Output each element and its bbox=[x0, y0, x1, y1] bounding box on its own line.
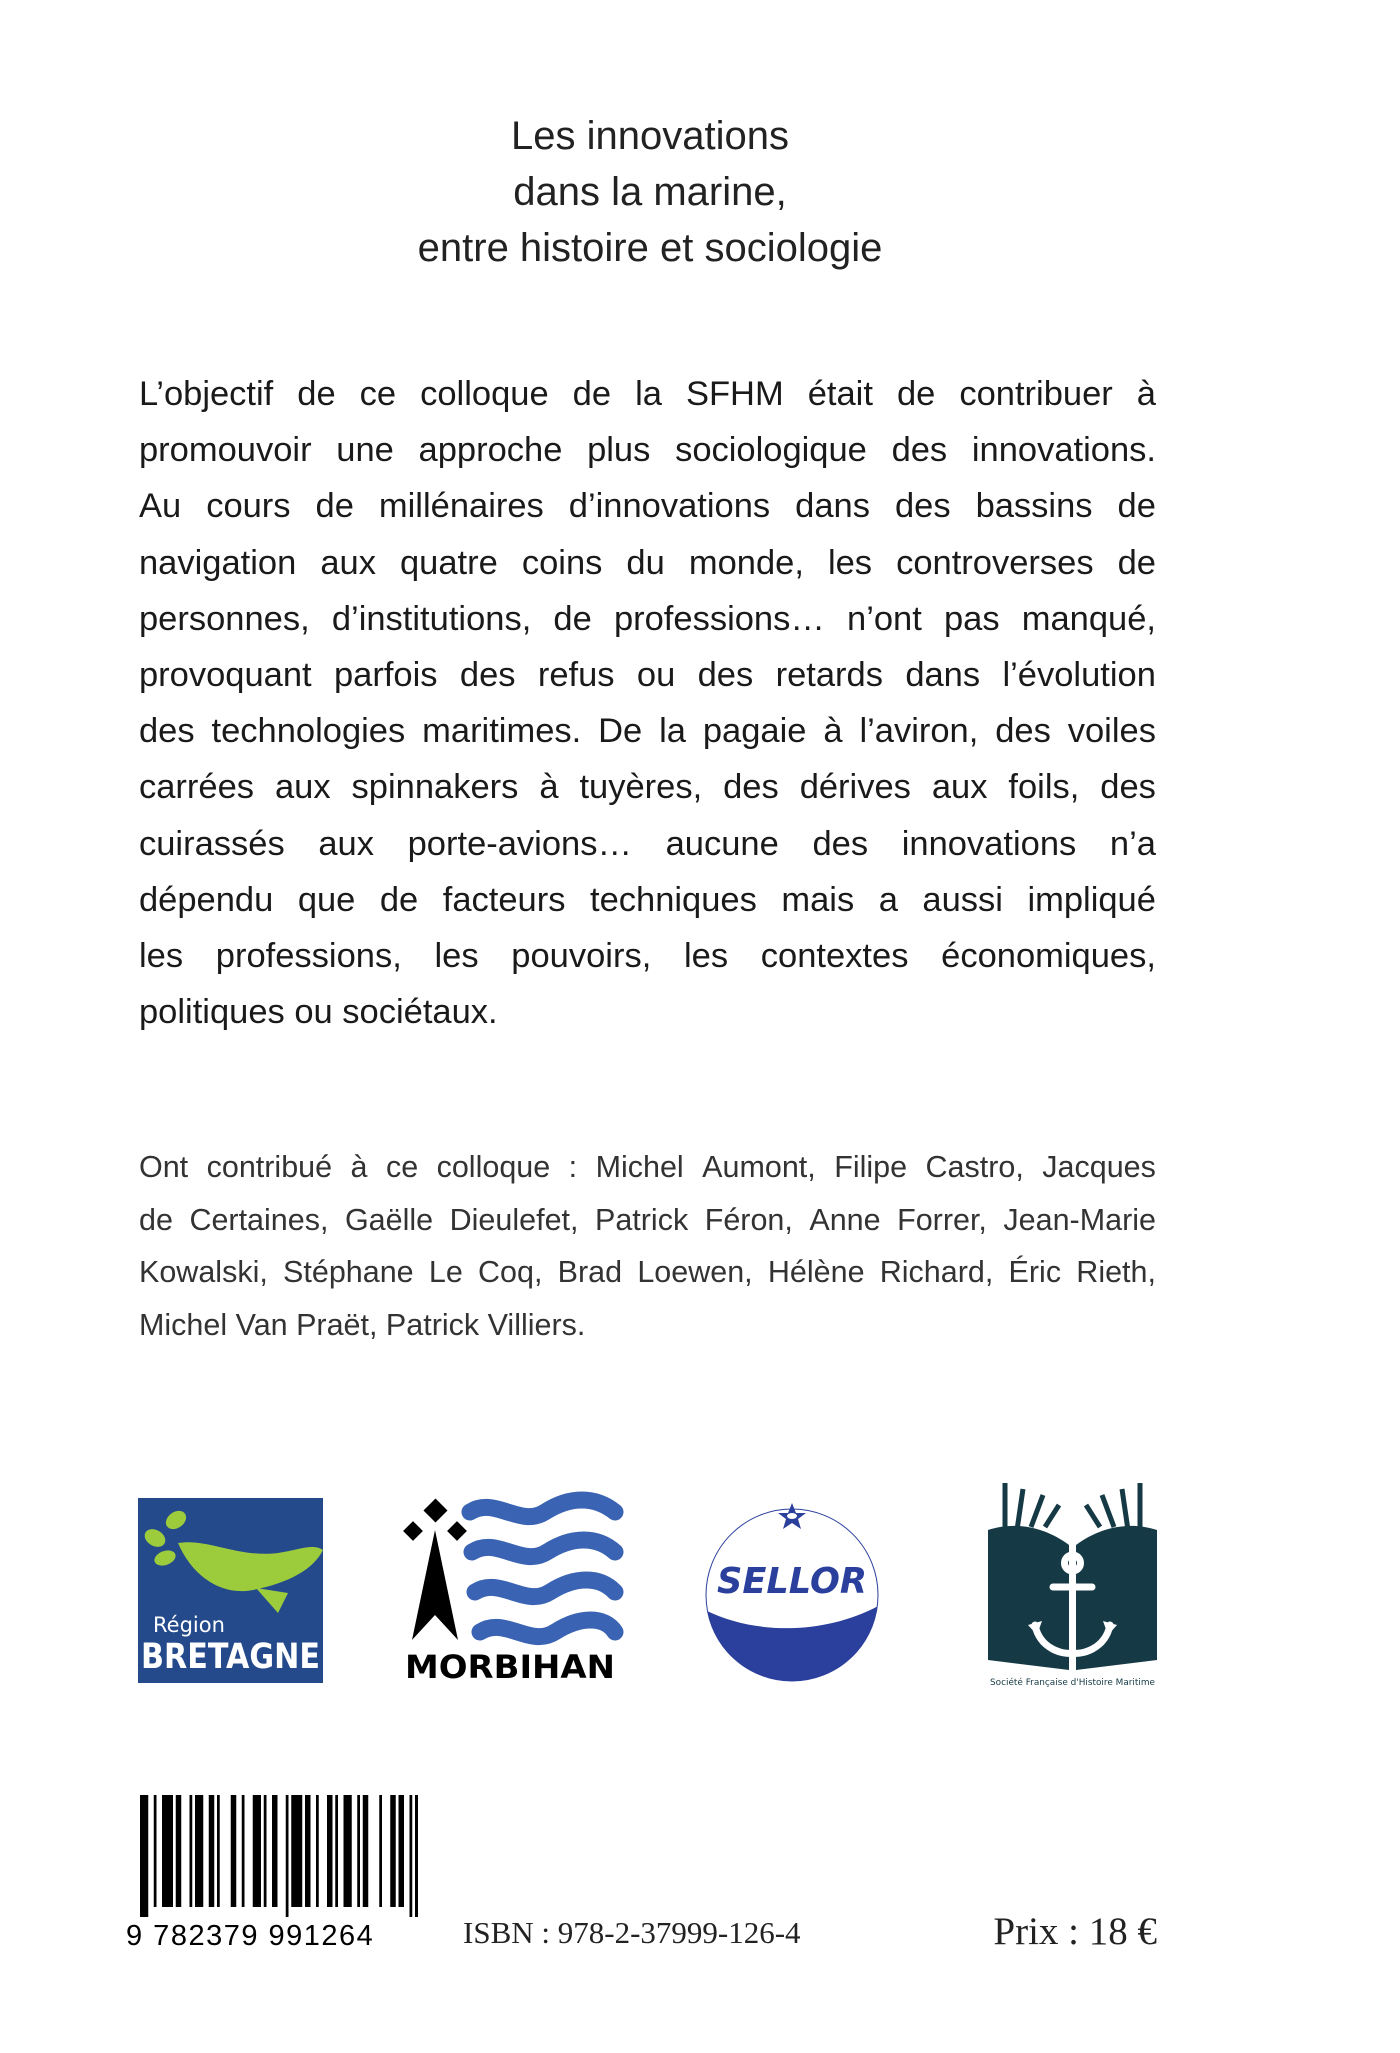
title-line: Les innovations bbox=[511, 114, 789, 158]
sfhm-logo bbox=[985, 1475, 1160, 1690]
sellor-logo-name: SELLOR bbox=[717, 1561, 867, 1602]
contributors-line: Kowalski, Stéphane Le Coq, Brad Loewen, Hélène Richard, Éric Rieth, bbox=[139, 1255, 1156, 1289]
barcode-bar bbox=[190, 1795, 193, 1907]
summary-line: Au cours de millénaires d’innovations dans des bassins de bbox=[139, 487, 1156, 526]
barcode-bar bbox=[379, 1795, 382, 1907]
sfhm-logo-caption: Société Française d'Histoire Maritime bbox=[990, 1678, 1158, 1688]
barcode bbox=[140, 1795, 420, 1917]
contributors-paragraph bbox=[139, 1141, 1156, 1351]
barcode-bar bbox=[410, 1795, 413, 1917]
sellor-logo bbox=[705, 1495, 880, 1685]
barcode-bar bbox=[316, 1795, 319, 1907]
summary-line: navigation aux quatre coins du monde, les controverses de bbox=[139, 543, 1156, 582]
barcode-bar bbox=[344, 1795, 352, 1907]
barcode-bar bbox=[327, 1795, 333, 1907]
barcode-bar bbox=[242, 1795, 245, 1907]
title-line: entre histoire et sociologie bbox=[417, 226, 883, 270]
barcode-bar bbox=[286, 1795, 289, 1917]
barcode-bar bbox=[176, 1795, 182, 1907]
barcode-bar bbox=[357, 1795, 360, 1907]
barcode-bar bbox=[209, 1795, 215, 1907]
wave-icon bbox=[470, 1500, 615, 1637]
bretagne-logo-line2: BRETAGNE bbox=[141, 1637, 320, 1677]
barcode-bar bbox=[335, 1795, 338, 1907]
ermine-icon bbox=[403, 1498, 467, 1640]
summary-line: politiques ou sociétaux. bbox=[139, 993, 498, 1032]
barcode-bar bbox=[399, 1795, 405, 1907]
isbn: ISBN : 978-2-37999-126-4 bbox=[463, 1915, 801, 1950]
barcode-bar bbox=[415, 1795, 418, 1917]
summary-line: dépendu que de facteurs techniques mais a aussi impliqué bbox=[139, 880, 1156, 919]
barcode-bar bbox=[231, 1795, 237, 1907]
barcode-bar bbox=[162, 1795, 173, 1907]
summary-line: des technologies maritimes. De la pagaie à l’aviron, des voiles bbox=[139, 712, 1156, 751]
summary-line: promouvoir une approche plus sociologique des innovations. bbox=[139, 431, 1156, 470]
barcode-bar bbox=[272, 1795, 278, 1907]
morbihan-logo-name: MORBIHAN bbox=[405, 1648, 615, 1686]
contributors-line: Michel Van Praët, Patrick Villiers. bbox=[139, 1307, 586, 1342]
book-title bbox=[300, 108, 1000, 276]
barcode-bar bbox=[390, 1795, 396, 1907]
region-bretagne-logo bbox=[138, 1498, 323, 1683]
price: Prix : 18 € bbox=[993, 1910, 1157, 1953]
barcode-bar bbox=[291, 1795, 302, 1907]
barcode-bar bbox=[264, 1795, 267, 1907]
barcode-bar bbox=[195, 1795, 203, 1907]
barcode-bar bbox=[154, 1795, 157, 1907]
barcode-bar bbox=[305, 1795, 311, 1907]
contributors-line: Ont contribué à ce colloque : Michel Aumont, Filipe Castro, Jacques bbox=[139, 1150, 1156, 1184]
bretagne-logo-line1: Région bbox=[153, 1613, 225, 1637]
summary-line: provoquant parfois des refus ou des retards dans l’évolution bbox=[139, 656, 1156, 695]
summary-line: personnes, d’institutions, de professions… n’ont pas manqué, bbox=[139, 599, 1156, 638]
summary-line: les professions, les pouvoirs, les contextes économiques, bbox=[139, 937, 1156, 976]
barcode-bar bbox=[253, 1795, 261, 1907]
title-line: dans la marine, bbox=[513, 170, 787, 214]
contributors-line: de Certaines, Gaëlle Dieulefet, Patrick Féron, Anne Forrer, Jean-Marie bbox=[139, 1202, 1156, 1237]
barcode-bar bbox=[140, 1795, 148, 1917]
barcode-bar bbox=[217, 1795, 220, 1907]
summary-line: carrées aux spinnakers à tuyères, des dérives aux foils, des bbox=[139, 768, 1156, 807]
morbihan-logo bbox=[400, 1490, 620, 1685]
barcode-digits: 9 782379 991264 bbox=[126, 1920, 375, 1952]
summary-paragraph bbox=[139, 366, 1156, 1040]
barcode-bar bbox=[363, 1795, 369, 1907]
summary-line: L’objectif de ce colloque de la SFHM était de contribuer à bbox=[139, 375, 1156, 413]
summary-line: cuirassés aux porte-avions… aucune des innovations n’a bbox=[139, 824, 1156, 863]
